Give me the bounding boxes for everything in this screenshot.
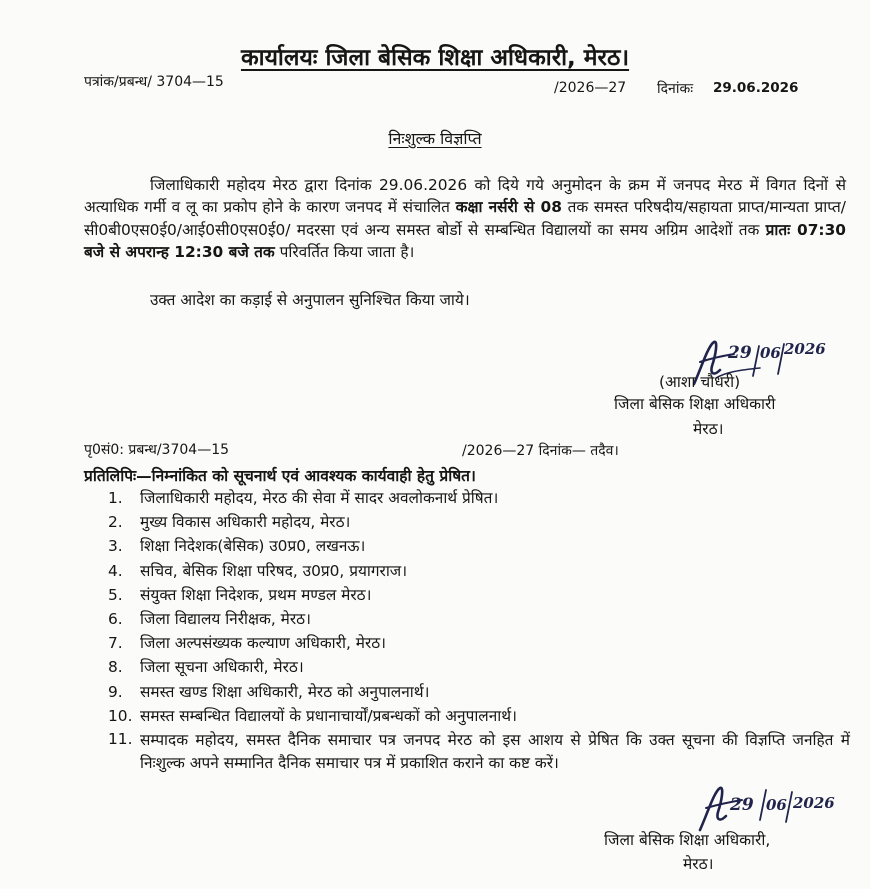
- svg-text:29: 29: [728, 343, 752, 363]
- recipient-list: [108, 486, 850, 775]
- notice-heading: निःशुल्क विज्ञप्ति: [388, 129, 482, 148]
- list-item: 1. जिलाधिकारी महोदय, मेरठ की सेवा में सादर अवलोकनार्थ प्रेषित।: [108, 489, 499, 507]
- list-item: 10. समस्त सम्बन्धित विद्यालयों के प्रधानाचार्यों/प्रबन्धकों को अनुपालनार्थ।: [108, 706, 517, 725]
- date-label: दिनांकः: [657, 81, 694, 97]
- endorsement-reference: पृ0सं0: प्रबन्ध/3704—15: [84, 442, 230, 458]
- issue-date: 29.06.2026: [713, 80, 799, 96]
- list-item: 2. मुख्य विकास अधिकारी महोदय, मेरठ।: [108, 513, 351, 532]
- notice-timing: प्रातः 07:30 बजे से अपरान्ह 12:30 बजे तक: [84, 220, 846, 261]
- svg-text:2026: 2026: [793, 794, 835, 812]
- list-item: 11. सम्पादक महोदय, समस्त दैनिक समाचार पत्र जनपद मेरठ को इस आशय से प्रेषित कि उक्त सूचना की विज्ञप्ति जनहित में निःशुल्क अपने सम्मानित दैनिक समाचार पत्र में प्रकाशित कराने का कष्ट करें।: [108, 730, 850, 773]
- signatory-name: (आशा चौधरी): [659, 373, 741, 391]
- office-title: कार्यालयः जिला बेसिक शिक्षा अधिकारी, मेरठ।: [240, 45, 630, 71]
- svg-text:06: 06: [766, 796, 787, 814]
- signatory-designation-2: जिला बेसिक शिक्षा अधिकारी,: [604, 831, 771, 849]
- notice-text-3: परिवर्तित किया जाता है।: [274, 242, 415, 261]
- notice-paragraph: [84, 174, 846, 263]
- endorsement-year-date: /2026—27 दिनांक— तदैव।: [462, 443, 619, 459]
- list-item: 4. सचिव, बेसिक शिक्षा परिषद, उ0प्र0, प्रयागराज।: [108, 561, 408, 580]
- svg-text:29: 29: [730, 795, 754, 815]
- compliance-text: उक्त आदेश का कड़ाई से अनुपालन सुनिश्चित किया जाये।: [150, 291, 470, 309]
- list-item: 9. समस्त खण्ड शिक्षा अधिकारी, मेरठ को अनुपालनार्थ।: [108, 682, 430, 701]
- handwritten-signature-2: [680, 776, 855, 836]
- list-item: 8. जिला सूचना अधिकारी, मेरठ।: [108, 658, 304, 677]
- signatory-place-2: मेरठ।: [683, 855, 714, 873]
- svg-text:06: 06: [760, 344, 781, 362]
- signatory-designation: जिला बेसिक शिक्षा अधिकारी: [614, 395, 776, 413]
- year-reference: /2026—27: [554, 80, 627, 96]
- signatory-place: मेरठ।: [693, 420, 724, 438]
- list-item: 7. जिला अल्पसंख्यक कल्याण अधिकारी, मेरठ।: [108, 634, 387, 653]
- list-item: 3. शिक्षा निदेशक(बेसिक) उ0प्र0, लखनऊ।: [108, 537, 366, 556]
- list-item: 5. संयुक्त शिक्षा निदेशक, प्रथम मण्डल मेरठ।: [108, 585, 372, 604]
- compliance-paragraph: [84, 289, 846, 311]
- notice-text-2: तक समस्त परिषदीय/सहायता प्राप्त/मान्यता प्राप्त/सी0बी0एस0ई0/आई0सी0एस0ई0/ मदरसा एवं अन्य समस्त बोर्डो से सम्बन्धित विद्यालयों का समय अग्रिम आदेशों तक: [84, 198, 846, 239]
- list-item: 6. जिला विद्यालय निरीक्षक, मेरठ।: [108, 610, 311, 629]
- svg-text:2026: 2026: [784, 340, 826, 358]
- notice-text-1: जिलाधिकारी महोदय मेरठ द्वारा दिनांक 29.06.2026 को दिये गये अनुमोदन के क्रम में जनपद मेरठ में विगत दिनों से अत्याधिक गर्मी व लू का प्रकोप होने के कारण जनपद में संचालित: [84, 176, 846, 217]
- notice-class-range: कक्षा नर्सरी से 08: [455, 198, 562, 217]
- letter-reference: पत्रांक/प्रबन्ध/ 3704—15: [84, 74, 224, 90]
- copy-to-heading: प्रतिलिपिः—निम्नांकित को सूचनार्थ एवं आवश्यक कार्यवाही हेतु प्रेषित।: [84, 467, 476, 485]
